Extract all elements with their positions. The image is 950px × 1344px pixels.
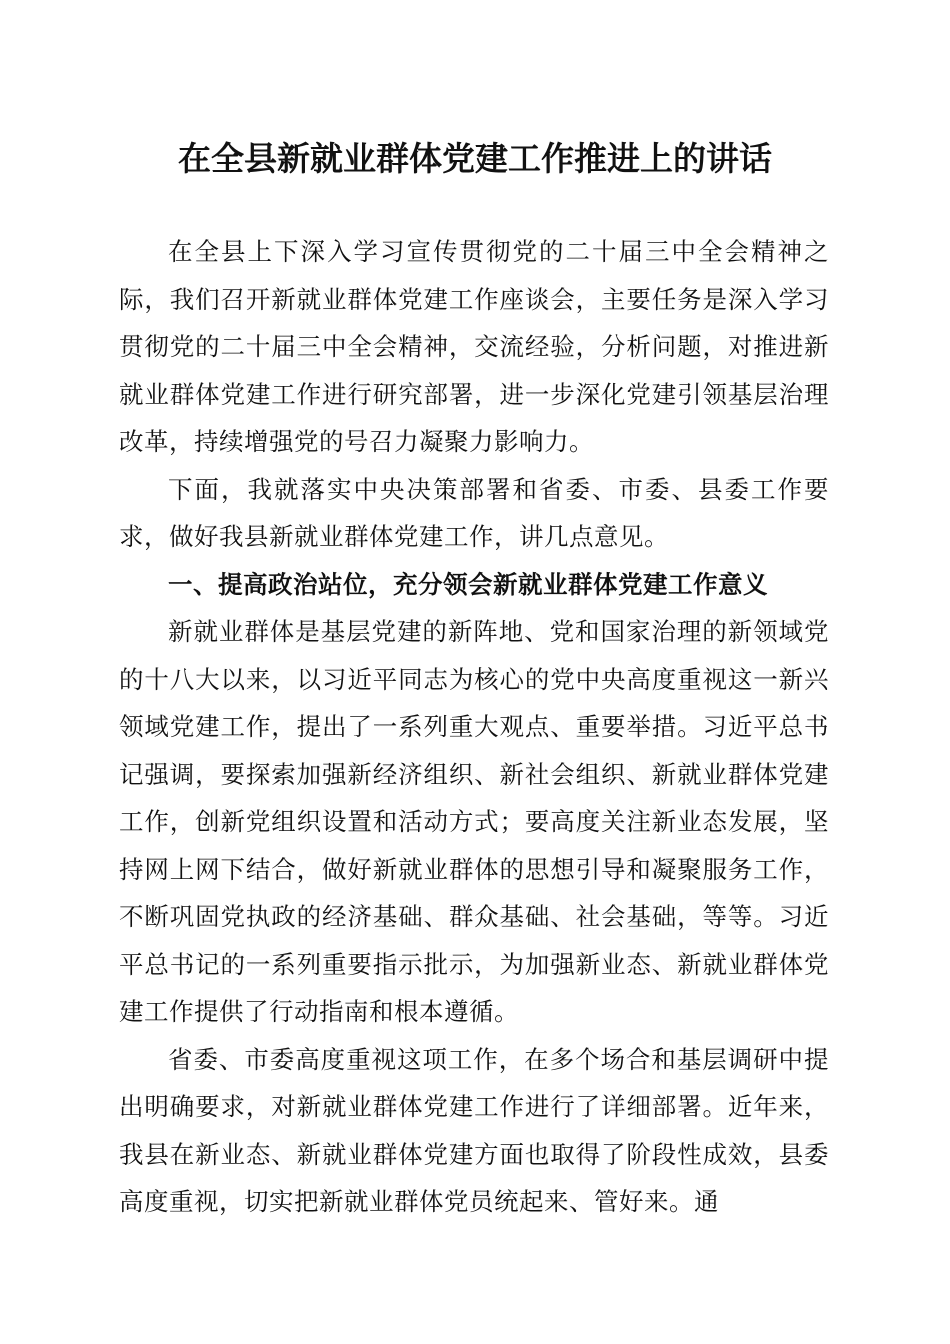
document-title: 在全县新就业群体党建工作推进上的讲话: [178, 139, 772, 178]
document-body: [119, 228, 829, 1226]
paragraph-section-2: 省委、市委高度重视这项工作，在多个场合和基层调研中提出明确要求，对新就业群体党建工作进行了详细部署。近年来，我县在新业态、新就业群体党建方面也取得了阶段性成效，县委高度重视，切实把新就业群体党员统起来、管好来。通: [119, 1044, 829, 1216]
paragraph-section-1: 新就业群体是基层党建的新阵地、党和国家治理的新领域党的十八大以来，以习近平同志为核心的党中央高度重视这一新兴领域党建工作，提出了一系列重大观点、重要举措。习近平总书记强调，要探索加强新经济组织、新社会组织、新就业群体党建工作，创新党组织设置和活动方式；要高度关注新业态发展，坚持网上网下结合，做好新就业群体的思想引导和凝聚服务工作，不断巩固党执政的经济基础、群众基础、社会基础，等等。习近平总书记的一系列重要指示批示，为加强新业态、新就业群体党建工作提供了行动指南和根本遵循。: [119, 617, 829, 1026]
section-heading: 一、提高政治站位，充分领会新就业群体党建工作意义: [168, 569, 768, 599]
paragraph-intro: 在全县上下深入学习宣传贯彻党的二十届三中全会精神之际，我们召开新就业群体党建工作座谈会，主要任务是深入学习贯彻党的二十届三中全会精神，交流经验，分析问题，对推进新就业群体党建工作进行研究部署，进一步深化党建引领基层治理改革，持续增强党的号召力凝聚力影响力。: [119, 237, 829, 456]
paragraph-outline: 下面，我就落实中央决策部署和省委、市委、县委工作要求，做好我县新就业群体党建工作，讲几点意见。: [119, 474, 829, 551]
